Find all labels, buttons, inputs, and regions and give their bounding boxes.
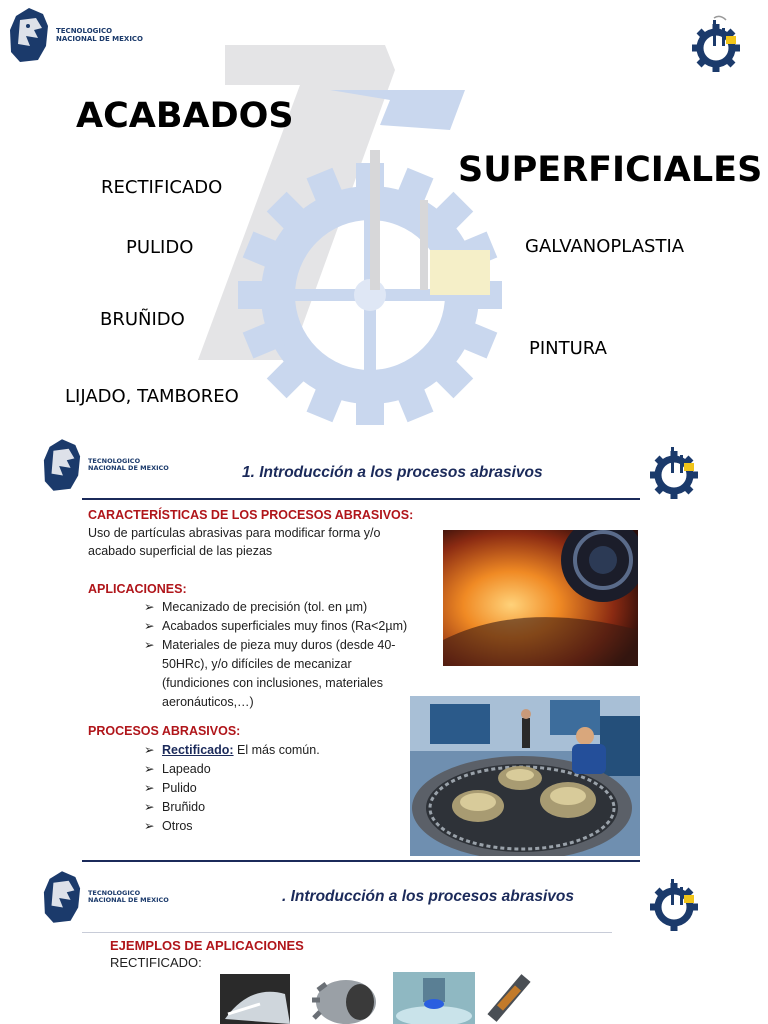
watermark-75-gear-icon — [180, 30, 540, 425]
tecnm-eagle-logo-icon — [42, 436, 82, 494]
item-brunido: BRUÑIDO — [100, 309, 185, 330]
item-galvanoplastia: GALVANOPLASTIA — [525, 236, 685, 257]
logo-text-line1: TECNOLOGICO — [88, 456, 141, 465]
gear-factory-logo-icon — [650, 440, 698, 500]
tecnm-eagle-logo-icon — [8, 6, 50, 64]
list-item — [144, 598, 367, 616]
proceso-text: Lapeado — [162, 762, 211, 776]
logo-text-line2: NACIONAL DE MEXICO — [56, 35, 144, 43]
aplicacion-cont-2: (fundiciones con inclusiones, materiales — [162, 676, 383, 690]
example-photo-2 — [306, 970, 382, 1024]
grinding-wheel-photo — [443, 530, 638, 666]
title-acabados: ACABADOS — [76, 96, 294, 136]
proceso-text: Otros — [162, 819, 193, 833]
bullet-icon: ➢ — [144, 638, 155, 652]
aplicacion-cont-3: aeronáuticos,…) — [162, 695, 254, 709]
aplicacion-cont-1: 50HRc), y/o difíciles de mecanizar — [162, 657, 352, 671]
list-item — [144, 741, 320, 759]
tecnm-logo — [42, 868, 169, 926]
heading-aplicaciones: APLICACIONES: — [88, 582, 187, 596]
title-divider — [82, 932, 612, 933]
heading-ejemplos: EJEMPLOS DE APLICACIONES — [110, 938, 304, 953]
item-lijado-tamboreo: LIJADO, TAMBOREO — [65, 386, 239, 407]
bullet-icon: ➢ — [144, 781, 155, 795]
list-item — [144, 817, 193, 835]
aplicacion-text: Acabados superficiales muy finos (Ra<2µm) — [162, 619, 408, 633]
aplicacion-text: Materiales de pieza muy duros (desde 40- — [162, 638, 396, 652]
proceso-rectificado-desc: El más común. — [233, 743, 320, 757]
slide-acabados — [0, 0, 768, 428]
label-rectificado: RECTIFICADO: — [110, 955, 202, 970]
example-photo-4 — [484, 970, 536, 1024]
list-item — [144, 760, 211, 778]
slide-ejemplos — [0, 866, 768, 1024]
gear-factory-logo-icon — [692, 14, 740, 72]
bullet-icon: ➢ — [144, 743, 155, 757]
item-pulido: PULIDO — [126, 237, 194, 258]
heading-procesos: PROCESOS ABRASIVOS: — [88, 724, 241, 738]
logo-text-line2: NACIONAL DE MEXICO — [88, 464, 169, 472]
bullet-icon: ➢ — [144, 819, 155, 833]
bullet-icon: ➢ — [144, 800, 155, 814]
tecnm-logo — [8, 6, 143, 64]
example-photo-1 — [220, 974, 290, 1024]
tecnm-logo — [42, 436, 169, 494]
title-divider — [82, 498, 640, 500]
bullet-icon: ➢ — [144, 600, 155, 614]
proceso-text: Pulido — [162, 781, 197, 795]
slide-title: . Introducción a los procesos abrasivos — [282, 888, 575, 905]
list-item — [144, 636, 395, 654]
gear-factory-logo-icon — [650, 872, 698, 932]
list-item — [144, 617, 407, 635]
text-caracteristicas-1: Uso de partículas abrasivas para modificar forma y/o — [88, 526, 381, 540]
slide-introduccion — [0, 432, 768, 864]
slide-bottom-divider — [82, 860, 640, 862]
bullet-icon: ➢ — [144, 619, 155, 633]
proceso-text: Bruñido — [162, 800, 206, 814]
tecnm-eagle-logo-icon — [42, 868, 82, 926]
logo-text-line2: NACIONAL DE MEXICO — [88, 896, 169, 904]
item-pintura: PINTURA — [529, 338, 607, 359]
item-rectificado: RECTIFICADO — [101, 177, 223, 198]
proceso-rectificado: Rectificado: — [162, 743, 234, 757]
bullet-icon: ➢ — [144, 762, 155, 776]
list-item — [144, 798, 205, 816]
list-item — [144, 779, 197, 797]
text-caracteristicas-2: acabado superficial de las piezas — [88, 544, 273, 558]
aplicacion-text: Mecanizado de precisión (tol. en µm) — [162, 600, 368, 614]
gearbox-photo — [410, 696, 640, 856]
slide-title: 1. Introducción a los procesos abrasivos — [242, 464, 543, 481]
heading-caracteristicas: CARACTERÍSTICAS DE LOS PROCESOS ABRASIVOS: — [88, 508, 414, 522]
logo-text-line1: TECNOLOGICO — [56, 26, 113, 35]
logo-text-line1: TECNOLOGICO — [88, 888, 141, 897]
example-photo-3 — [393, 972, 475, 1024]
title-superficiales: SUPERFICIALES — [458, 150, 763, 190]
